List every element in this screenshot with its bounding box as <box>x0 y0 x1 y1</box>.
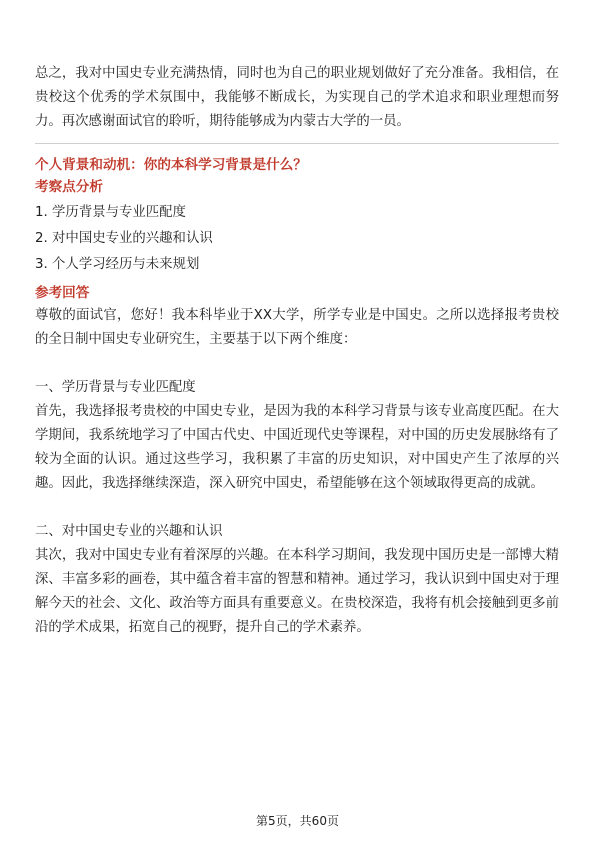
paragraph-gap <box>35 496 559 520</box>
section-divider <box>35 143 559 144</box>
document-page <box>35 62 559 640</box>
page-number: 第5页，共60页 <box>256 814 339 828</box>
answer-heading: 参考回答 <box>35 285 90 301</box>
intro-paragraph: 总之，我对中国史专业充满热情，同时也为自己的职业规划做好了充分准备。我相信，在贵校这个优秀的学术氛围中，我能够不断成长，为实现自己的学术追求和职业理想而努力。再次感谢面试官的聆听，期待能够成为内蒙古大学的一员。 <box>35 66 559 129</box>
analysis-point: 1. 学历背景与专业匹配度 <box>35 205 186 220</box>
answer-opening: 尊敬的面试官，您好！我本科毕业于XX大学，所学专业是中国史。之所以选择报考贵校的全日制中国史专业研究生，主要基于以下两个维度： <box>35 308 559 347</box>
section2-title: 二、对中国史专业的兴趣和认识 <box>35 524 223 539</box>
section1-title: 一、学历背景与专业匹配度 <box>35 380 196 395</box>
analysis-points <box>35 200 559 278</box>
question-title: 个人背景和动机：你的本科学习背景是什么？ <box>35 157 307 173</box>
analysis-point: 3. 个人学习经历与未来规划 <box>35 257 200 272</box>
analysis-heading: 考察点分析 <box>35 179 103 195</box>
analysis-point: 2. 对中国史专业的兴趣和认识 <box>35 231 213 246</box>
section1-body: 首先，我选择报考贵校的中国史专业，是因为我的本科学习背景与该专业高度匹配。在大学期间，我系统地学习了中国古代史、中国近现代史等课程，对中国的历史发展脉络有了较为全面的认识。通过这些学习，我积累了丰富的历史知识，对中国史产生了浓厚的兴趣。因此，我选择继续深造，深入研究中国史，希望能够在这个领域取得更高的成就。 <box>35 404 559 491</box>
paragraph-gap <box>35 352 559 376</box>
section2-body: 其次，我对中国史专业有着深厚的兴趣。在本科学习期间，我发现中国历史是一部博大精深、丰富多彩的画卷，其中蕴含着丰富的智慧和精神。通过学习，我认识到中国史对于理解今天的社会、文化、政治等方面具有重要意义。在贵校深造，我将有机会接触到更多前沿的学术成果，拓宽自己的视野，提升自己的学术素养。 <box>35 548 559 635</box>
